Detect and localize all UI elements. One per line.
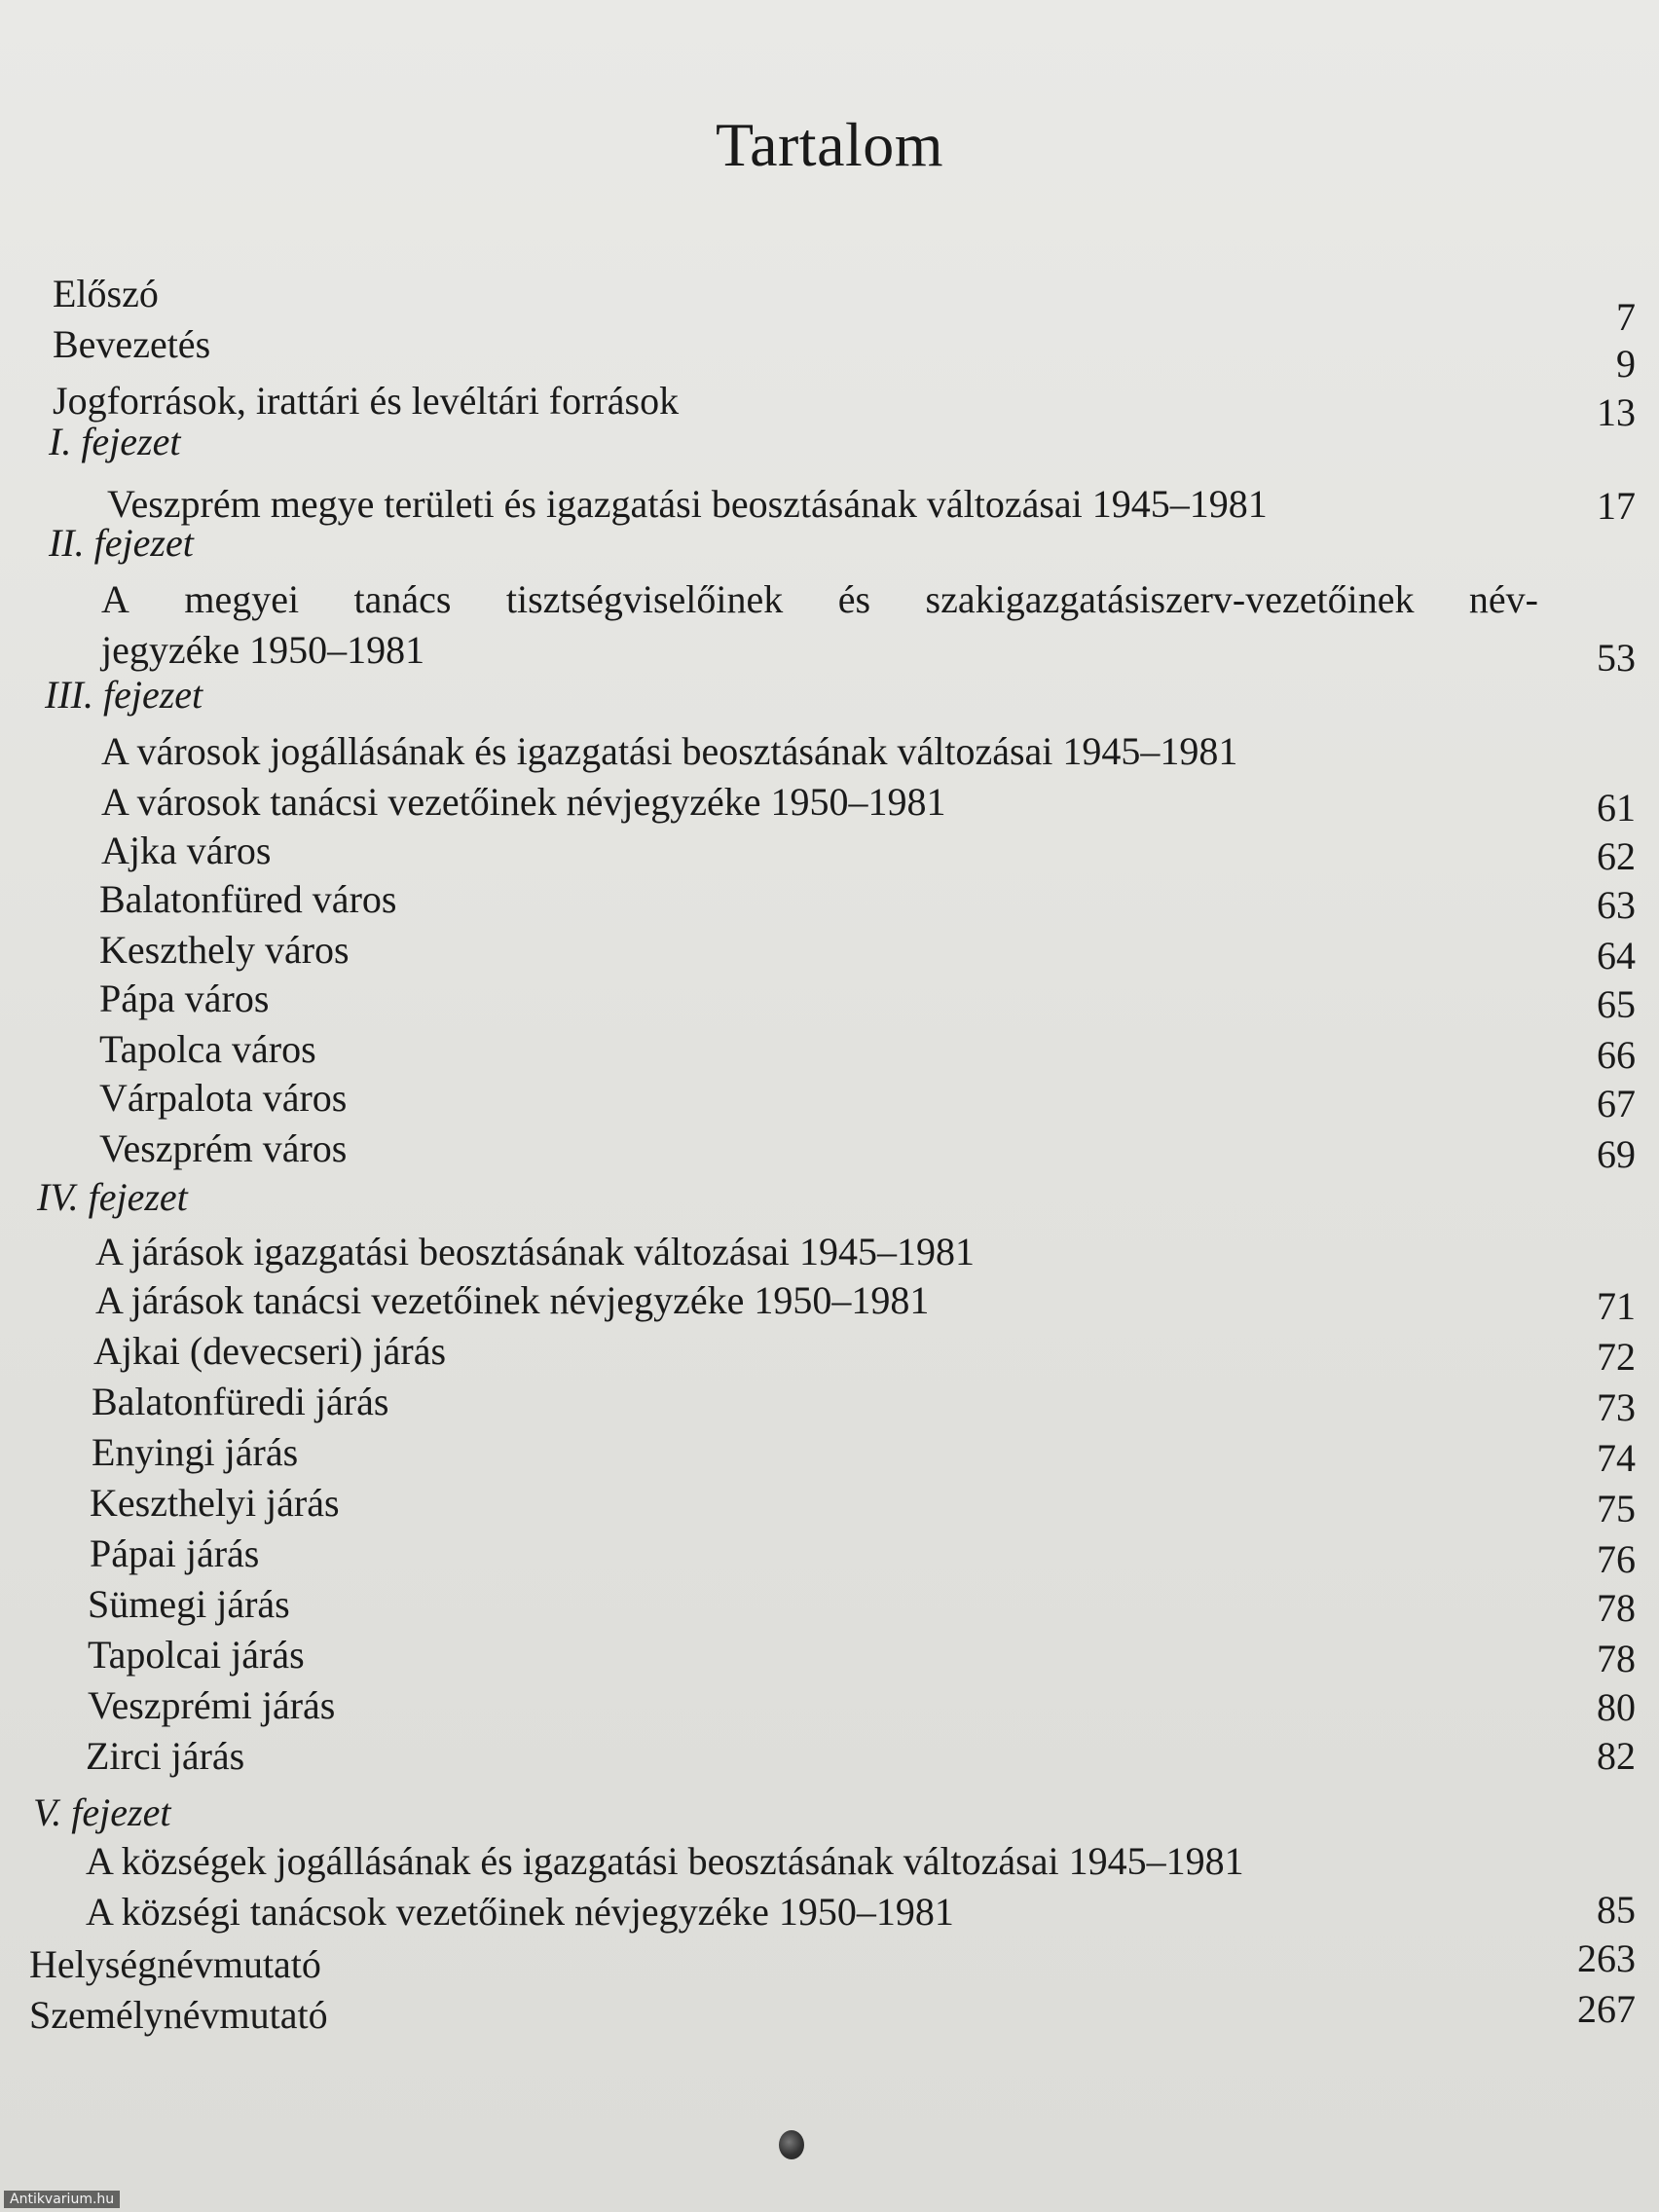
toc-entry-continuation: jegyzéke 1950–1981 (101, 628, 425, 672)
toc-entry: A járások igazgatási beosztásának változásai 1945–1981 (95, 1230, 976, 1273)
toc-entry: A járások tanácsi vezetőinek névjegyzéke 1950–1981 (95, 1278, 930, 1322)
toc-entry-jogforrasok: Jogforrások, irattári és levéltári források (53, 379, 680, 423)
toc-entry-eloszo: Előszó (53, 272, 159, 315)
toc-entry: Balatonfüred város (99, 877, 397, 921)
toc-entry: Balatonfüredi járás (92, 1380, 389, 1423)
chapter-heading: III. fejezet (45, 673, 203, 717)
page-title: Tartalom (715, 110, 944, 179)
toc-page-number: 76 (1597, 1537, 1636, 1581)
toc-page-number: 74 (1597, 1436, 1636, 1480)
toc-entry: Várpalota város (99, 1076, 348, 1120)
toc-page-number: 69 (1597, 1132, 1636, 1176)
toc-page-number: 263 (1577, 1936, 1636, 1980)
chapter-heading: V. fejezet (33, 1790, 171, 1834)
toc-entry-szemelynevmutato: Személynévmutató (29, 1993, 328, 2037)
toc-entry: Enyingi járás (92, 1430, 299, 1474)
toc-entry: Ajka város (101, 829, 272, 872)
toc-entry: Ajkai (devecseri) járás (93, 1329, 447, 1373)
toc-entry: Keszthelyi járás (90, 1481, 340, 1525)
toc-page-number: 78 (1597, 1586, 1636, 1630)
chapter-heading: I. fejezet (49, 420, 181, 463)
toc-page-number: 71 (1597, 1284, 1636, 1328)
toc-page-number: 80 (1597, 1685, 1636, 1729)
ornament-icon (779, 2130, 804, 2159)
toc-entry: Pápa város (99, 977, 270, 1020)
toc-page-number: 62 (1597, 834, 1636, 878)
toc-page-number: 85 (1597, 1888, 1636, 1932)
toc-entry: A városok jogállásának és igazgatási beosztásának változásai 1945–1981 (101, 729, 1238, 773)
toc-entry: Tapolca város (99, 1027, 316, 1071)
toc-entry: Zirci járás (86, 1734, 245, 1778)
toc-page-number: 63 (1597, 883, 1636, 927)
toc-page-number: 67 (1597, 1082, 1636, 1125)
toc-page-number: 267 (1577, 1987, 1636, 2031)
toc-entry: A községek jogállásának és igazgatási beosztásának változásai 1945–1981 (86, 1839, 1244, 1883)
toc-page-number: 53 (1597, 636, 1636, 680)
toc-entry: Veszprémi járás (88, 1683, 336, 1727)
toc-entry: Keszthely város (99, 928, 350, 972)
toc-page-number: 61 (1597, 786, 1636, 830)
toc-page-number: 9 (1616, 342, 1636, 386)
toc-page-number: 65 (1597, 982, 1636, 1026)
toc-entry-bevezetes: Bevezetés (53, 322, 211, 366)
toc-entry: Veszprém város (99, 1126, 348, 1170)
toc-entry-helysegnevmutato: Helységnévmutató (29, 1942, 321, 1986)
toc-page-number: 82 (1597, 1734, 1636, 1778)
watermark: Antikvarium.hu (4, 2191, 120, 2208)
toc-page-number: 17 (1597, 484, 1636, 528)
toc-entry: A községi tanácsok vezetőinek névjegyzéke 1950–1981 (86, 1890, 954, 1934)
toc-entry: Pápai járás (90, 1531, 260, 1575)
toc-entry: Tapolcai járás (88, 1633, 305, 1677)
toc-page-number: 64 (1597, 934, 1636, 977)
toc-entry: Sümegi járás (88, 1582, 290, 1626)
toc-entry: Veszprém megye területi és igazgatási beosztásának változásai 1945–1981 (107, 482, 1268, 526)
toc-page-number: 78 (1597, 1637, 1636, 1680)
toc-page-number: 7 (1616, 295, 1636, 339)
toc-page-number: 66 (1597, 1033, 1636, 1077)
toc-entry: A városok tanácsi vezetőinek névjegyzéke 1950–1981 (101, 780, 946, 824)
chapter-heading: IV. fejezet (37, 1175, 188, 1219)
toc-page-number: 73 (1597, 1385, 1636, 1429)
toc-page-number: 75 (1597, 1487, 1636, 1530)
toc-entry-justified-line: A megyei tanács tisztségviselőinek és szakigazgatásiszerv-vezetőinek név- (101, 577, 1538, 621)
toc-page-number: 72 (1597, 1335, 1636, 1379)
toc-page-number: 13 (1597, 390, 1636, 434)
chapter-heading: II. fejezet (49, 521, 194, 565)
